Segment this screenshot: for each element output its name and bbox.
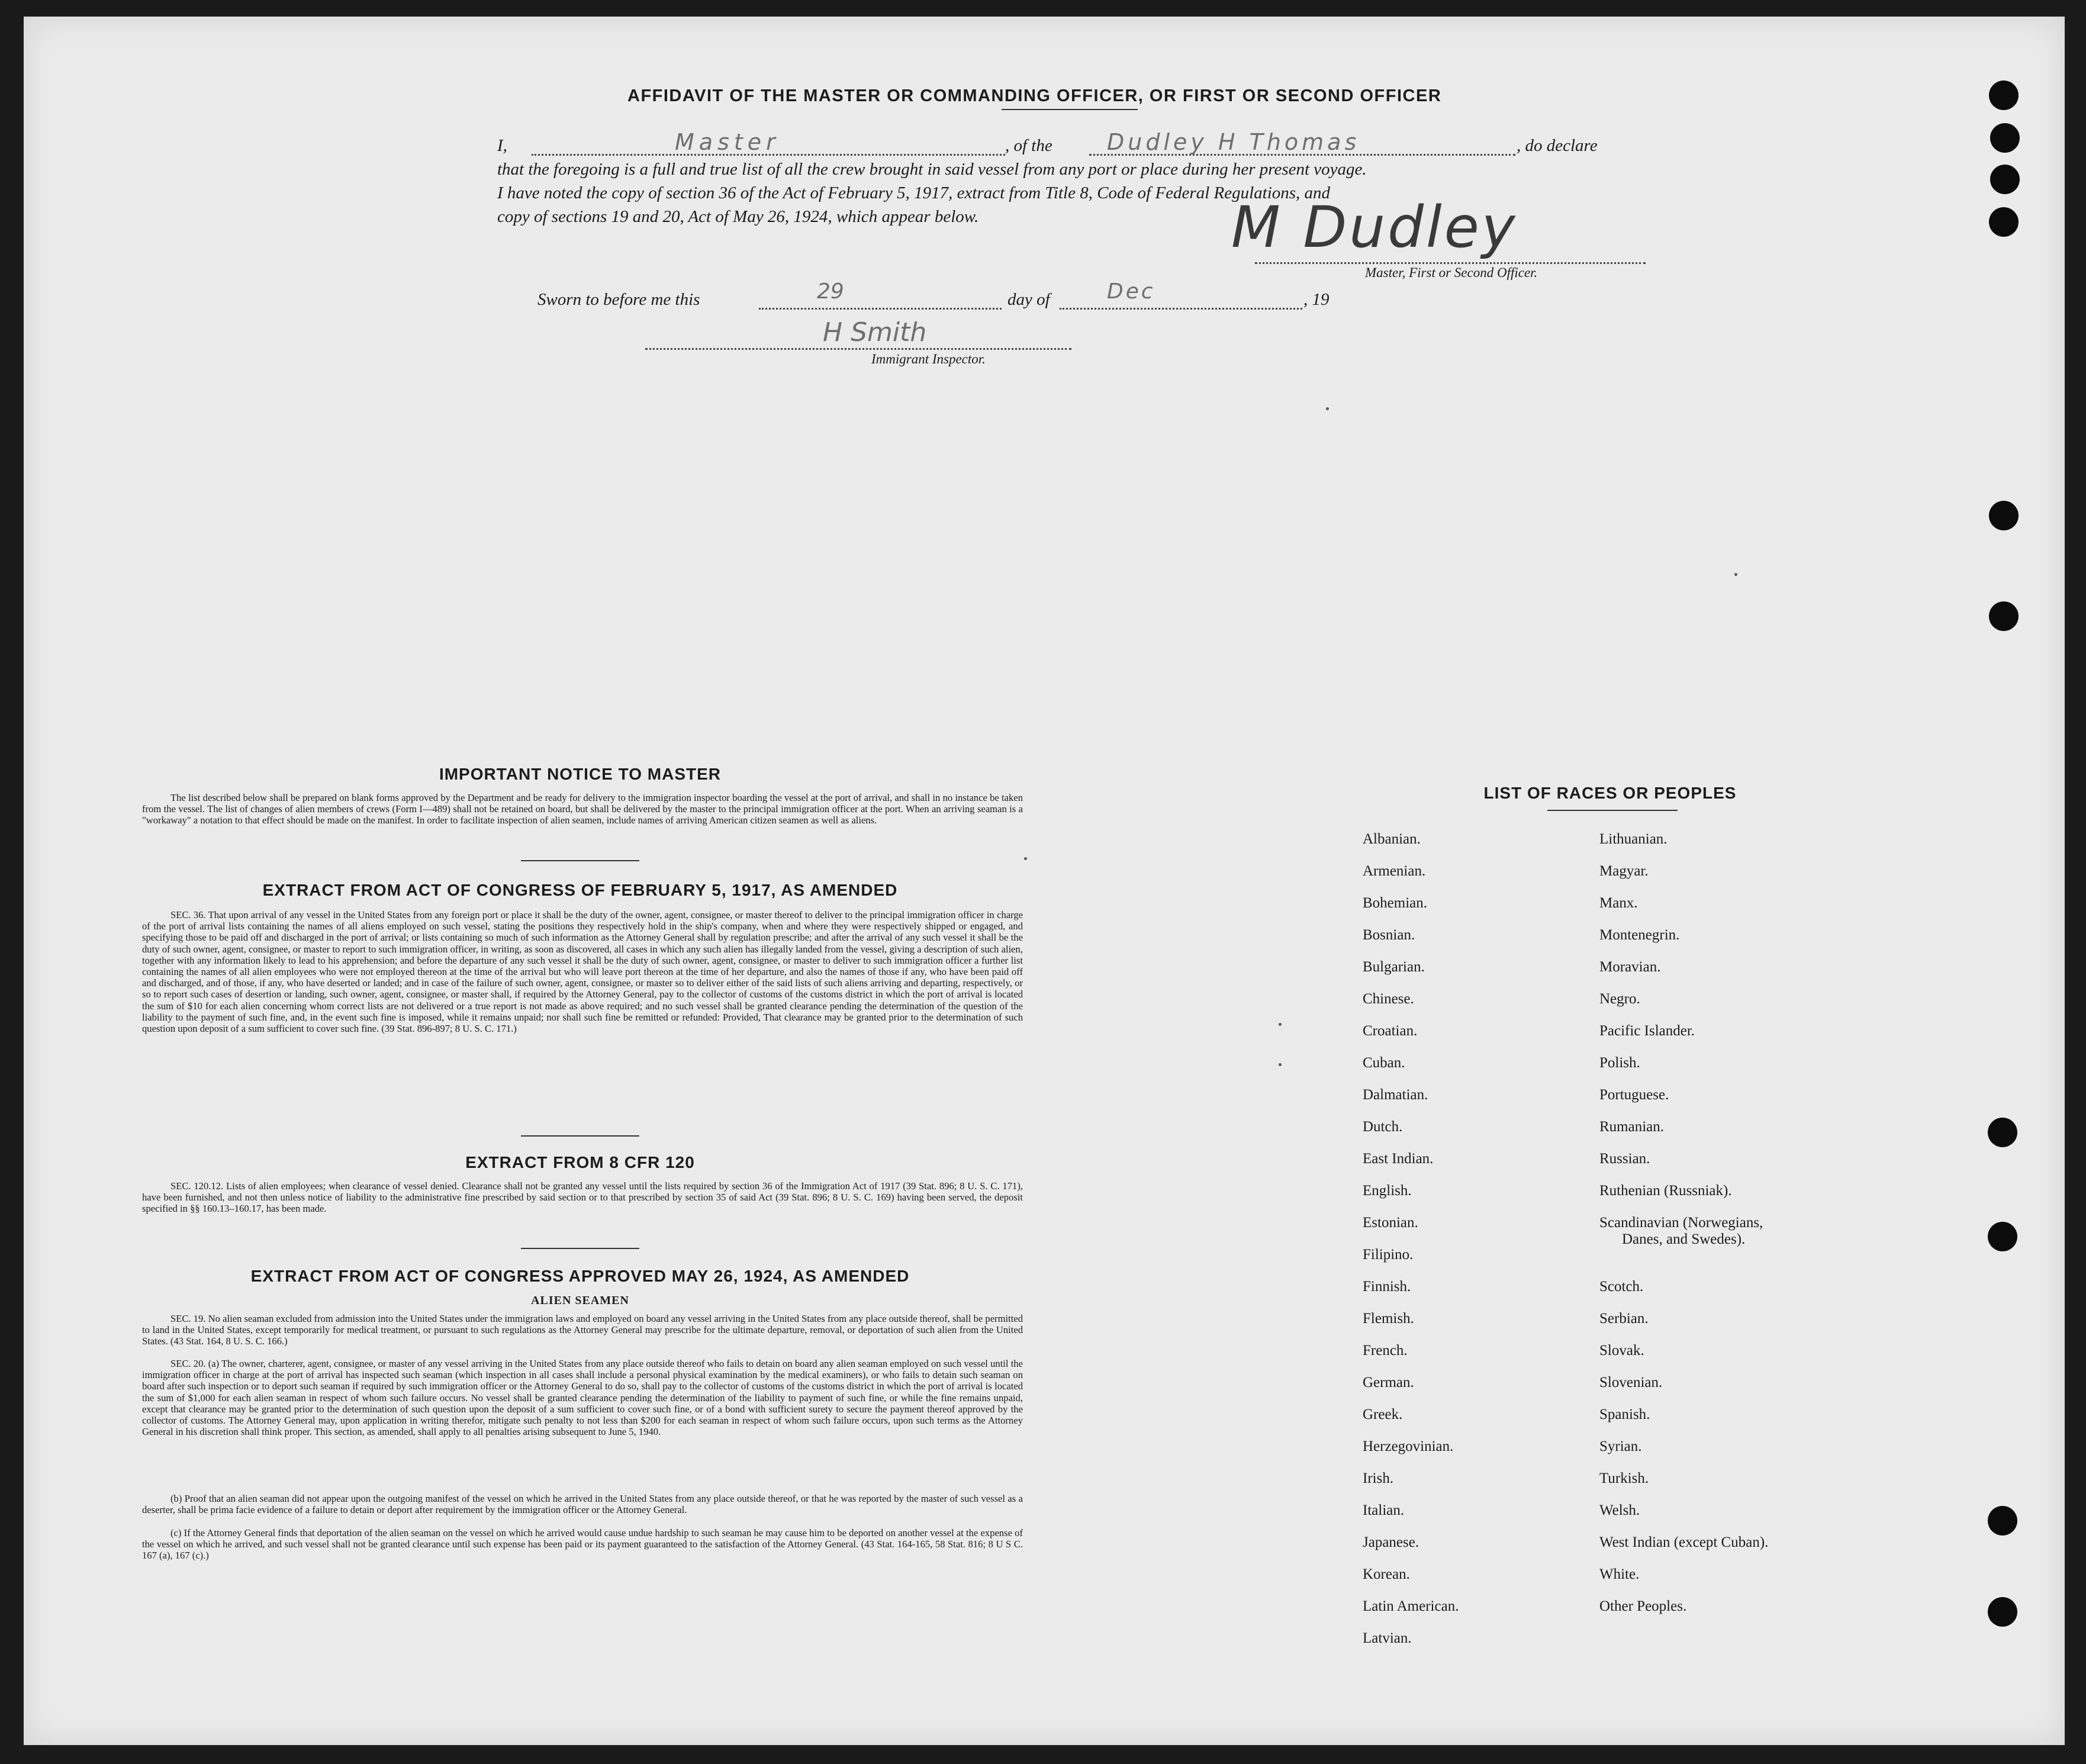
race-col1-item: Cuban. xyxy=(1363,1055,1405,1071)
sworn-month: Dec xyxy=(1107,279,1155,304)
extract-1924-sec20a: SEC. 20. (a) The owner, charterer, agent, consignee, or master of any vessel arriving in the United States from any place outside thereof who fails to detain on board any alien seaman employed on such vessel until the immigration officer in charge at the port of arrival has inspected such seaman (which inspection in all cases shall include a personal physical examination by the medical examiners), or who fails to detain such seaman on board after such inspection or to deport such seaman if required by such immigration officer or the Attorney General to do so, shall pay to the collector of customs of the customs district in which the port of arrival is located the sum of $1,000 for each alien seaman in respect of whom such failure occurs. No vessel shall be granted clearance pending the determination of the liability to payment of such fine, or while the fine remains unpaid, except that clearance may be granted prior to the determination of such question upon the deposit of a sum sufficient to cover such fine, or of a bond with sufficient surety to secure the payment thereof approved by the collector of customs. The Attorney General may, upon application in writing therefor, mitigate such penalty to not less than $200 for each seaman in respect of whom such failure occurs, upon such terms as the Attorney General in his discretion shall think proper. This section, as amended, shall apply to all penalties arising subsequent to June 5, 1940. xyxy=(142,1358,1023,1438)
race-col2-item: Spanish. xyxy=(1599,1406,1650,1422)
race-col1-item: Armenian. xyxy=(1363,863,1426,879)
year-prefix: , 19 xyxy=(1303,290,1329,309)
binder-hole xyxy=(1988,1222,2017,1251)
race-col1-item: Albanian. xyxy=(1363,831,1421,847)
binder-hole xyxy=(1989,81,2019,110)
binder-hole xyxy=(1989,207,2019,237)
race-col1-item: Japanese. xyxy=(1363,1534,1419,1550)
inspector-caption: Immigrant Inspector. xyxy=(871,352,986,366)
title-underline xyxy=(1002,109,1138,110)
race-col2-item: Russian. xyxy=(1599,1151,1650,1167)
affidavit-line-3: I have noted the copy of section 36 of the Act of February 5, 1917, extract from Title 8, Code of Federal Regulations, and xyxy=(497,184,1331,202)
day-dotted-line xyxy=(759,308,1002,310)
affidavit-i-label: I, xyxy=(497,136,507,155)
master-caption: Master, First or Second Officer. xyxy=(1365,265,1538,280)
race-col1-item: Italian. xyxy=(1363,1502,1405,1518)
scan-speck xyxy=(1279,1063,1282,1066)
vessel-handwritten: Dudley H Thomas xyxy=(1107,129,1360,155)
race-col1-item: German. xyxy=(1363,1374,1414,1390)
race-col1-item: Bohemian. xyxy=(1363,895,1428,911)
race-col1-item: Bulgarian. xyxy=(1363,959,1425,975)
race-col1-item: Filipino. xyxy=(1363,1247,1414,1263)
scan-speck xyxy=(1024,857,1027,860)
race-col2-item: Polish. xyxy=(1599,1055,1640,1071)
race-col1-item: Bosnian. xyxy=(1363,927,1415,943)
race-col2-item: Serbian. xyxy=(1599,1311,1649,1327)
race-col1-item: Estonian. xyxy=(1363,1215,1418,1231)
races-title: LIST OF RACES OR PEOPLES xyxy=(1483,784,1737,802)
binder-hole xyxy=(1988,1506,2017,1536)
race-col1-item: Greek. xyxy=(1363,1406,1403,1422)
race-col1-item: Latin American. xyxy=(1363,1598,1459,1614)
race-col1-item: French. xyxy=(1363,1343,1408,1359)
extract-1924-sec19: SEC. 19. No alien seaman excluded from admission into the United States under the immigration laws and employed on board any vessel arriving in the United States from any place outside thereof, shall be permitted to land in the United States, except temporarily for medical treatment, or pursuant to such regulations as the Attorney General may prescribe for the ultimate departure, removal, or deportation of such alien from the United States. (43 Stat. 164, 8 U. S. C. 166.) xyxy=(142,1313,1023,1347)
extract-1924-title: EXTRACT FROM ACT OF CONGRESS APPROVED MAY 26, 1924, AS AMENDED xyxy=(250,1267,910,1285)
notice-divider xyxy=(521,860,639,861)
notice-title: IMPORTANT NOTICE TO MASTER xyxy=(439,765,722,783)
race-col2-item: Other Peoples. xyxy=(1599,1598,1687,1614)
race-col1-item: Finnish. xyxy=(1363,1279,1411,1295)
race-col2-item: Scotch. xyxy=(1599,1279,1644,1295)
of-the-label: , of the xyxy=(1005,136,1052,155)
inspector-signature: H Smith xyxy=(823,317,927,347)
scan-speck xyxy=(1326,407,1329,410)
race-col1-item: Latvian. xyxy=(1363,1630,1412,1646)
extract-1917-body: SEC. 36. That upon arrival of any vessel in the United States from any foreign port or place it shall be the duty of the owner, agent, consignee, or master thereof to deliver to the principal immigration officer in charge of the port of arrival lists containing the names of all aliens employed on such vessel, stating the positions they respectively hold in the ship's company, when and where they were respectively shipped or engaged, and specifying those to be paid off and discharged in the port of arrival; or lists containing so much of such information as the Attorney General shall by regulation prescribe; and after the arrival of any such vessel it shall be the duty of such owner, agent, consignee, or master to report to such immigration officer, in writing, as soon as discovered, all cases in which any such alien has illegally landed from the vessel, giving a description of such alien, together with any information likely to lead to his apprehension; and before the departure of any such vessel it shall be the duty of such owner, agent, consignee, or master to deliver to such immigration officer a further list containing the names of all alien employees who were not employed thereon at the time of the arrival but who will leave port thereon at the time of her departure, and also the names of those if any, who have been paid off and discharged, and of those, if any, who have deserted or landed; and in case of the failure of such owner, agent, consignee, or master so to deliver either of the said lists of such aliens arriving and departing, respectively, or so to report such cases of desertion or landing, such owner, agent, consignee, or master shall, if required by the Attorney General, pay to the collector of customs of the customs district in which the port of arrival is located the sum of $10 for each alien concerning whom correct lists are not delivered or a true report is not made as above required; and no such vessel shall be granted clearance pending the determination of the question of the liability to the payment of such fine, and, in the event such fine is imposed, while it remains unpaid; nor shall such fine be remitted or refunded: Provided, That clearance may be granted prior to the determination of such question upon deposit of a sum sufficient to cover such fine. (39 Stat. 896-897; 8 U. S. C. 171.) xyxy=(142,909,1023,1035)
binder-hole xyxy=(1988,1597,2017,1627)
name-handwritten: Master xyxy=(675,129,780,155)
race-col2-item: Danes, and Swedes). xyxy=(1622,1231,1746,1247)
affidavit-line-4: copy of sections 19 and 20, Act of May 26, 1924, which appear below. xyxy=(497,207,979,226)
race-col1-item: Herzegovinian. xyxy=(1363,1438,1454,1454)
race-col1-item: Flemish. xyxy=(1363,1311,1414,1327)
scan-speck xyxy=(1734,573,1737,576)
race-col2-item: West Indian (except Cuban). xyxy=(1599,1534,1769,1550)
binder-hole xyxy=(1990,123,2020,153)
extract-1924-sec20c: (c) If the Attorney General finds that deportation of the alien seaman on the vessel on which he arrived would cause undue hardship to such seaman he may cause him to be deported on another vessel at the expense of the vessel on which he arrived, and such vessel shall not be granted clearance until such expense has been paid or its payment guaranteed to the satisfaction of the Attorney General. (43 Stat. 164-165, 58 Stat. 816; 8 U S C. 167 (a), 167 (c).) xyxy=(142,1527,1023,1562)
race-col2-item: Welsh. xyxy=(1599,1502,1640,1518)
race-col1-item: Dutch. xyxy=(1363,1119,1403,1135)
race-col1-item: Chinese. xyxy=(1363,991,1414,1007)
month-dotted-line xyxy=(1060,308,1302,310)
binder-hole xyxy=(1990,165,2020,194)
extract-1924-sec20b: (b) Proof that an alien seaman did not appear upon the outgoing manifest of the vessel on which he arrived in the United States from any place outside thereof, or that he was reported by the master of such vessel as a deserter, shall be prima facie evidence of a failure to detain or deport after requirement by the immigration officer or the Attorney General. xyxy=(142,1493,1023,1516)
race-col2-item: Turkish. xyxy=(1599,1470,1649,1486)
extract-1917-divider xyxy=(521,1135,639,1137)
race-col1-item: Irish. xyxy=(1363,1470,1394,1486)
extract-1917-title: EXTRACT FROM ACT OF CONGRESS OF FEBRUARY 5, 1917, AS AMENDED xyxy=(262,881,898,899)
race-col2-item: Portuguese. xyxy=(1599,1087,1669,1103)
master-signature: M Dudley xyxy=(1231,194,1518,260)
do-declare-label: , do declare xyxy=(1517,136,1598,155)
race-col2-item: Rumanian. xyxy=(1599,1119,1665,1135)
document-sheet xyxy=(24,17,2065,1745)
scan-speck xyxy=(1279,1023,1282,1026)
race-col2-item: White. xyxy=(1599,1566,1640,1582)
races-title-underline xyxy=(1547,810,1678,811)
race-col1-item: Korean. xyxy=(1363,1566,1410,1582)
extract-cfr-body: SEC. 120.12. Lists of alien employees; when clearance of vessel denied. Clearance shall not be granted any vessel until the lists required by section 36 of the Immigration Act of 1917 (39 Stat. 896; 8 U. S. C. 171), have been furnished, and not then unless notice of liability to the administrative fine prescribed by said section or to that prescribed by section 35 of said Act (39 Stat. 896; 8 U. S. C. 169) having been served, the deposit specified in §§ 160.13–160.17, has been made. xyxy=(142,1180,1023,1215)
race-col2-item: Slovenian. xyxy=(1599,1374,1663,1390)
race-col2-item: Pacific Islander. xyxy=(1599,1023,1695,1039)
binder-hole xyxy=(1989,501,2019,530)
race-col1-item: Croatian. xyxy=(1363,1023,1418,1039)
binder-hole xyxy=(1988,1118,2017,1147)
race-col2-item: Scandinavian (Norwegians, xyxy=(1599,1215,1763,1231)
affidavit-line-2: that the foregoing is a full and true list of all the crew brought in said vessel from any port or place during her present voyage. xyxy=(497,160,1367,179)
affidavit-title: AFFIDAVIT OF THE MASTER OR COMMANDING OFFICER, OR FIRST OR SECOND OFFICER xyxy=(627,86,1442,105)
race-col1-item: Dalmatian. xyxy=(1363,1087,1428,1103)
extract-cfr-title: EXTRACT FROM 8 CFR 120 xyxy=(465,1153,695,1171)
race-col2-item: Slovak. xyxy=(1599,1343,1644,1359)
extract-cfr-divider xyxy=(521,1248,639,1249)
binder-hole xyxy=(1989,601,2019,631)
notice-body: The list described below shall be prepared on blank forms approved by the Department and be ready for delivery to the immigration inspector boarding the vessel at the port of arrival, and shall in no instance be taken from the vessel. The list of changes of alien members of crews (Form I—489) shall not be retained on board, but shall be delivered by the master to the principal immigration officer at the port. When an arriving seaman is a "workaway" a notation to that effect should be made on the manifest. In order to facilitate inspection of alien seamen, include names of arriving American citizen seamen as well as aliens. xyxy=(142,792,1023,826)
day-of-label: day of xyxy=(1007,290,1050,309)
race-col2-item: Ruthenian (Russniak). xyxy=(1599,1183,1732,1199)
race-col2-item: Negro. xyxy=(1599,991,1640,1007)
race-col2-item: Montenegrin. xyxy=(1599,927,1680,943)
inspector-dotted-line xyxy=(645,348,1071,350)
sworn-label: Sworn to before me this xyxy=(537,290,700,309)
race-col2-item: Manx. xyxy=(1599,895,1638,911)
alien-seamen-subtitle: ALIEN SEAMEN xyxy=(531,1294,629,1307)
race-col1-item: East Indian. xyxy=(1363,1151,1434,1167)
race-col2-item: Lithuanian. xyxy=(1599,831,1667,847)
race-col2-item: Moravian. xyxy=(1599,959,1661,975)
race-col2-item: Magyar. xyxy=(1599,863,1649,879)
race-col1-item: English. xyxy=(1363,1183,1412,1199)
signature-dotted-line xyxy=(1255,262,1646,264)
sworn-day: 29 xyxy=(817,279,844,304)
race-col2-item: Syrian. xyxy=(1599,1438,1642,1454)
